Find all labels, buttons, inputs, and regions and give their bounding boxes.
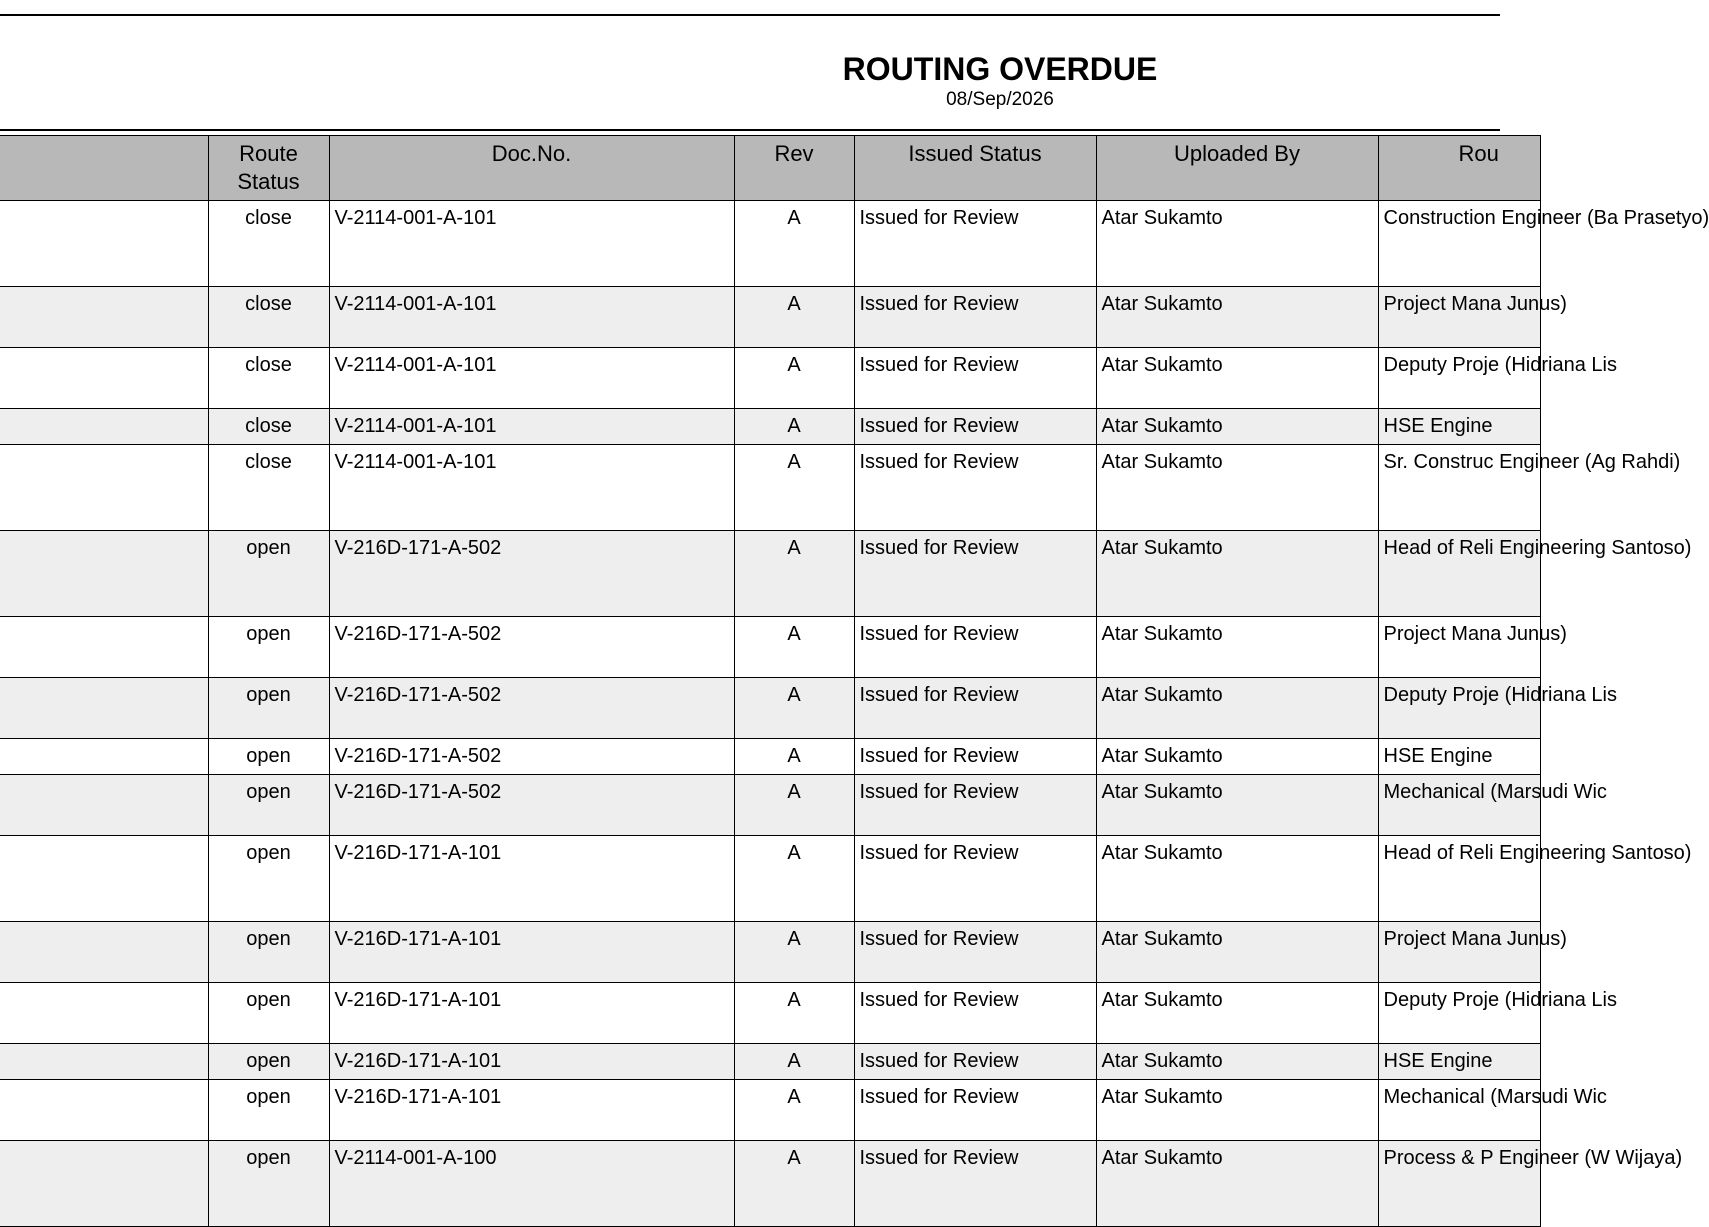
rev-cell: A (734, 775, 854, 836)
top-rule (0, 14, 1500, 16)
issued-status-cell: Issued for Review (854, 1141, 1096, 1227)
issued-status-cell: Issued for Review (854, 1080, 1096, 1141)
table-body (0, 201, 1709, 1227)
row-blank-cell (0, 922, 208, 983)
report-title: ROUTING OVERDUE (842, 51, 1158, 87)
table-row[interactable] (0, 1044, 1540, 1080)
rev-cell: A (734, 678, 854, 739)
rev-cell: A (734, 1141, 854, 1227)
row-blank-cell (0, 775, 208, 836)
uploaded-by-cell: Atar Sukamto (1096, 531, 1378, 617)
route-status-cell: open (208, 678, 329, 739)
uploaded-by-cell: Atar Sukamto (1096, 983, 1378, 1044)
table-row[interactable] (0, 922, 1540, 983)
column-header-route-to[interactable]: Rou (1378, 136, 1540, 201)
row-blank-cell (0, 1044, 208, 1080)
uploaded-by-cell: Atar Sukamto (1096, 836, 1378, 922)
routing-table (0, 135, 1709, 1227)
route-status-cell: close (208, 409, 329, 445)
route-to-cell: Mechanical (Marsudi Wic (1378, 1080, 1540, 1141)
doc-no-cell: V-2114-001-A-101 (329, 287, 734, 348)
doc-no-cell: V-2114-001-A-100 (329, 1141, 734, 1227)
table-row[interactable] (0, 348, 1540, 409)
rev-cell: A (734, 409, 854, 445)
rev-cell: A (734, 739, 854, 775)
issued-status-cell: Issued for Review (854, 775, 1096, 836)
issued-status-cell: Issued for Review (854, 531, 1096, 617)
table-row[interactable] (0, 287, 1540, 348)
table-row[interactable] (0, 678, 1540, 739)
doc-no-cell: V-216D-171-A-502 (329, 739, 734, 775)
uploaded-by-cell: Atar Sukamto (1096, 201, 1378, 287)
doc-no-cell: V-216D-171-A-502 (329, 531, 734, 617)
uploaded-by-cell: Atar Sukamto (1096, 775, 1378, 836)
issued-status-cell: Issued for Review (854, 445, 1096, 531)
route-to-cell: Deputy Proje (Hidriana Lis (1378, 678, 1540, 739)
uploaded-by-cell: Atar Sukamto (1096, 922, 1378, 983)
row-blank-cell (0, 445, 208, 531)
column-header-route-status[interactable]: Route Status (208, 136, 329, 201)
route-to-cell: Deputy Proje (Hidriana Lis (1378, 983, 1540, 1044)
uploaded-by-cell: Atar Sukamto (1096, 348, 1378, 409)
route-status-cell: close (208, 445, 329, 531)
issued-status-cell: Issued for Review (854, 739, 1096, 775)
rev-cell: A (734, 1044, 854, 1080)
route-status-cell: open (208, 1044, 329, 1080)
route-status-cell: open (208, 531, 329, 617)
table-row[interactable] (0, 445, 1540, 531)
uploaded-by-cell: Atar Sukamto (1096, 409, 1378, 445)
doc-no-cell: V-2114-001-A-101 (329, 409, 734, 445)
rev-cell: A (734, 836, 854, 922)
header-rule (0, 129, 1500, 131)
issued-status-cell: Issued for Review (854, 1044, 1096, 1080)
column-header-doc-no[interactable]: Doc.No. (329, 136, 734, 201)
table-row[interactable] (0, 201, 1540, 287)
route-status-cell: close (208, 348, 329, 409)
rev-cell: A (734, 201, 854, 287)
table-row[interactable] (0, 617, 1540, 678)
rev-cell: A (734, 922, 854, 983)
uploaded-by-cell: Atar Sukamto (1096, 445, 1378, 531)
row-blank-cell (0, 531, 208, 617)
route-to-cell: Mechanical (Marsudi Wic (1378, 775, 1540, 836)
table-row[interactable] (0, 1080, 1540, 1141)
doc-no-cell: V-2114-001-A-101 (329, 201, 734, 287)
rev-cell: A (734, 1080, 854, 1141)
table-row[interactable] (0, 531, 1540, 617)
route-to-cell: Process & P Engineer (W Wijaya) (1378, 1141, 1540, 1227)
table-row[interactable] (0, 1141, 1540, 1227)
route-to-cell: Project Mana Junus) (1378, 287, 1540, 348)
issued-status-cell: Issued for Review (854, 983, 1096, 1044)
rev-cell: A (734, 617, 854, 678)
rev-cell: A (734, 983, 854, 1044)
uploaded-by-cell: Atar Sukamto (1096, 617, 1378, 678)
rev-cell: A (734, 445, 854, 531)
route-status-cell: open (208, 836, 329, 922)
route-status-cell: open (208, 922, 329, 983)
route-to-cell: Project Mana Junus) (1378, 922, 1540, 983)
rev-cell: A (734, 531, 854, 617)
route-status-cell: close (208, 201, 329, 287)
row-blank-cell (0, 348, 208, 409)
route-status-cell: open (208, 617, 329, 678)
issued-status-cell: Issued for Review (854, 348, 1096, 409)
route-to-cell: Deputy Proje (Hidriana Lis (1378, 348, 1540, 409)
table-row[interactable] (0, 983, 1540, 1044)
report-date: 08/Sep/2026 (946, 89, 1054, 110)
route-status-cell: open (208, 739, 329, 775)
uploaded-by-cell: Atar Sukamto (1096, 678, 1378, 739)
row-blank-cell (0, 836, 208, 922)
column-header-uploaded-by[interactable]: Uploaded By (1096, 136, 1378, 201)
row-blank-cell (0, 409, 208, 445)
row-blank-cell (0, 1141, 208, 1227)
issued-status-cell: Issued for Review (854, 617, 1096, 678)
issued-status-cell: Issued for Review (854, 287, 1096, 348)
route-to-cell: HSE Engine (1378, 739, 1540, 775)
table-header-row (0, 136, 1540, 201)
doc-no-cell: V-216D-171-A-101 (329, 1044, 734, 1080)
uploaded-by-cell: Atar Sukamto (1096, 1080, 1378, 1141)
route-status-cell: open (208, 775, 329, 836)
route-status-cell: open (208, 1080, 329, 1141)
row-blank-cell (0, 1080, 208, 1141)
doc-no-cell: V-216D-171-A-101 (329, 836, 734, 922)
table-row[interactable] (0, 409, 1540, 445)
issued-status-cell: Issued for Review (854, 678, 1096, 739)
route-status-cell: open (208, 983, 329, 1044)
rev-cell: A (734, 287, 854, 348)
route-to-cell: Construction Engineer (Ba Prasetyo) (1378, 201, 1540, 287)
route-status-cell: open (208, 1141, 329, 1227)
uploaded-by-cell: Atar Sukamto (1096, 739, 1378, 775)
row-blank-cell (0, 617, 208, 678)
row-blank-cell (0, 678, 208, 739)
route-to-cell: Project Mana Junus) (1378, 617, 1540, 678)
doc-no-cell: V-2114-001-A-101 (329, 445, 734, 531)
issued-status-cell: Issued for Review (854, 836, 1096, 922)
route-to-cell: HSE Engine (1378, 409, 1540, 445)
doc-no-cell: V-216D-171-A-502 (329, 775, 734, 836)
row-blank-cell (0, 287, 208, 348)
table-row[interactable] (0, 836, 1540, 922)
issued-status-cell: Issued for Review (854, 409, 1096, 445)
doc-no-cell: V-216D-171-A-101 (329, 1080, 734, 1141)
issued-status-cell: Issued for Review (854, 201, 1096, 287)
row-blank-cell (0, 739, 208, 775)
column-header-issued-status[interactable]: Issued Status (854, 136, 1096, 201)
route-status-cell: close (208, 287, 329, 348)
column-header-blank (0, 136, 208, 201)
row-blank-cell (0, 201, 208, 287)
route-to-cell: HSE Engine (1378, 1044, 1540, 1080)
row-blank-cell (0, 983, 208, 1044)
doc-no-cell: V-216D-171-A-502 (329, 678, 734, 739)
route-to-cell: Head of Reli Engineering Santoso) (1378, 836, 1540, 922)
doc-no-cell: V-2114-001-A-101 (329, 348, 734, 409)
doc-no-cell: V-216D-171-A-101 (329, 922, 734, 983)
column-header-rev[interactable]: Rev (734, 136, 854, 201)
uploaded-by-cell: Atar Sukamto (1096, 287, 1378, 348)
table-row[interactable] (0, 739, 1540, 775)
doc-no-cell: V-216D-171-A-101 (329, 983, 734, 1044)
rev-cell: A (734, 348, 854, 409)
doc-no-cell: V-216D-171-A-502 (329, 617, 734, 678)
route-to-cell: Sr. Construc Engineer (Ag Rahdi) (1378, 445, 1540, 531)
table-row[interactable] (0, 775, 1540, 836)
uploaded-by-cell: Atar Sukamto (1096, 1044, 1378, 1080)
route-to-cell: Head of Reli Engineering Santoso) (1378, 531, 1540, 617)
uploaded-by-cell: Atar Sukamto (1096, 1141, 1378, 1227)
issued-status-cell: Issued for Review (854, 922, 1096, 983)
